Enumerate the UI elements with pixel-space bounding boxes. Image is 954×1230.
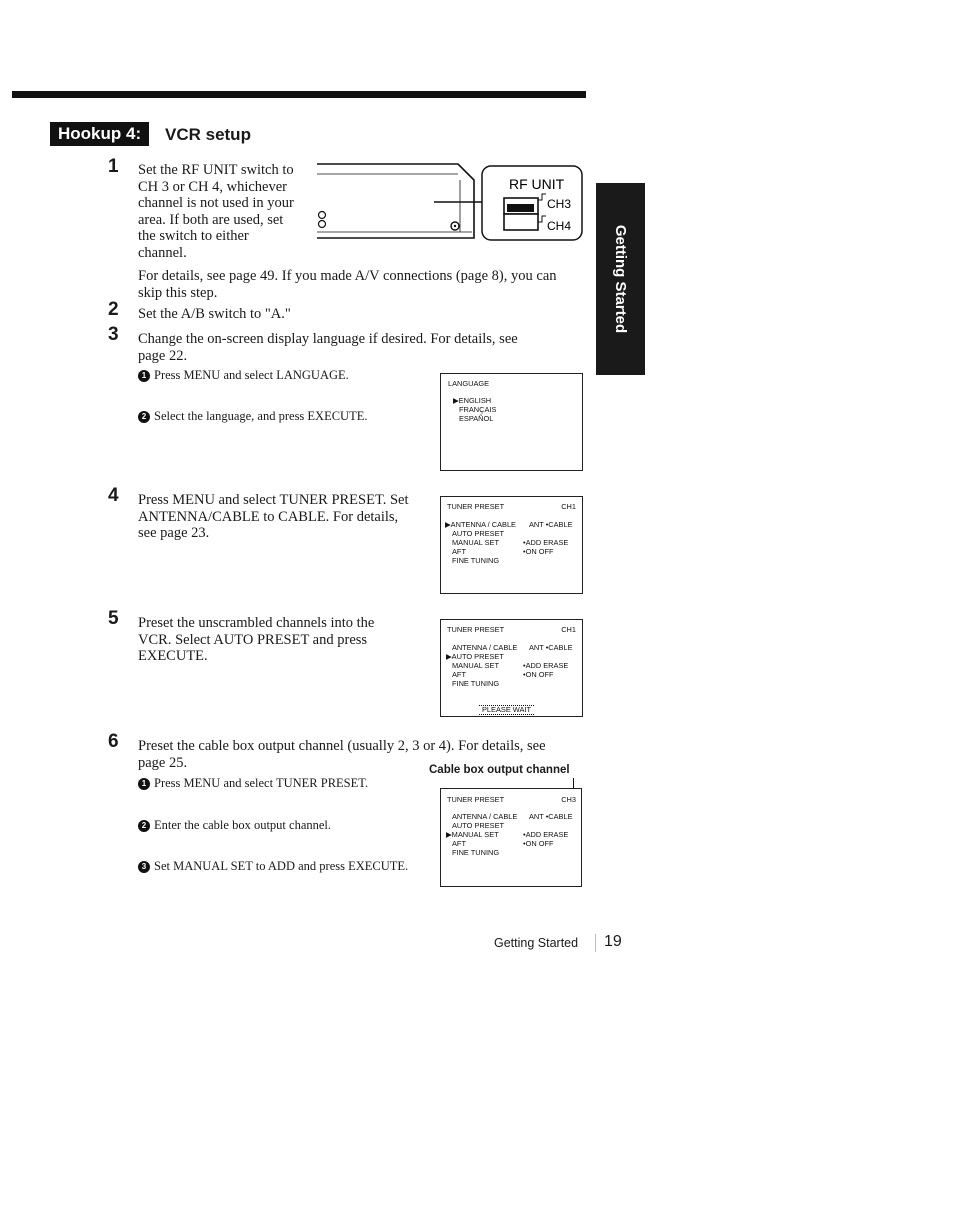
step-2-text: Set the A/B switch to "A." xyxy=(138,306,291,322)
substep-text: Press MENU and select TUNER PRESET. xyxy=(154,776,369,790)
top-rule xyxy=(12,91,586,98)
text-line: Preset the cable box output channel (usually 2, 3 or 4). For details, see xyxy=(138,738,546,754)
substep-text: Set MANUAL SET to ADD and press EXECUTE. xyxy=(154,859,409,873)
menu-value: ANT •CABLE xyxy=(529,812,573,821)
text-line: VCR. Select AUTO PRESET and press xyxy=(138,631,368,648)
bullet-icon: 2 xyxy=(138,820,150,832)
step-5-text xyxy=(138,615,428,665)
footer-section: Getting Started xyxy=(494,936,579,950)
menu-option: ▶AUTO PRESET xyxy=(446,652,504,661)
menu-option: AUTO PRESET xyxy=(452,529,505,538)
bullet-icon: 3 xyxy=(138,861,150,873)
channel-readout: CH3 xyxy=(561,795,576,804)
bullet-icon: 2 xyxy=(138,411,150,423)
menu-option: ▶ANTENNA / CABLE xyxy=(445,520,516,529)
text-line: ANTENNA/CABLE to CABLE. For details, xyxy=(138,508,399,525)
text-line: channel. xyxy=(138,244,187,261)
text-line: see page 23. xyxy=(138,525,210,541)
rf-unit-title: RF UNIT xyxy=(509,176,565,192)
tuner-preset-screen xyxy=(440,788,582,887)
step-number: 5 xyxy=(108,608,119,629)
text-line: the switch to either xyxy=(138,228,249,244)
section-title: VCR setup xyxy=(165,125,251,144)
menu-value: ANT •CABLE xyxy=(529,643,573,652)
menu-value: ANT •CABLE xyxy=(529,520,573,529)
rf-unit-illustration xyxy=(300,158,590,244)
bullet-icon: 1 xyxy=(138,778,150,790)
screen-title: TUNER PRESET xyxy=(447,625,505,634)
step-3-text xyxy=(138,331,588,364)
screen-title: TUNER PRESET xyxy=(447,795,505,804)
step-number: 2 xyxy=(108,299,119,320)
menu-option: AFT xyxy=(452,839,466,848)
text-line: channel is not used in your xyxy=(138,195,294,211)
please-wait-message: PLEASE WAIT xyxy=(479,705,534,715)
menu-value: •ADD ERASE xyxy=(523,830,569,839)
menu-value: •ADD ERASE xyxy=(523,661,569,670)
text-line: EXECUTE. xyxy=(138,648,208,664)
text-line: CH 3 or CH 4, whichever xyxy=(138,178,288,195)
menu-option: FINE TUNING xyxy=(452,848,500,857)
text-line: Press MENU and select TUNER PRESET. Set xyxy=(138,492,409,508)
menu-value: •ON OFF xyxy=(523,547,554,556)
side-tab-label: Getting Started xyxy=(612,224,629,334)
substep xyxy=(138,776,368,791)
substep-text: Select the language, and press EXECUTE. xyxy=(154,409,368,423)
bullet-icon: 1 xyxy=(138,370,150,382)
menu-value: •ON OFF xyxy=(523,670,554,679)
text-line: Change the on-screen display language if desired. For details, see xyxy=(138,331,518,347)
step-number: 6 xyxy=(108,731,119,752)
menu-option: ANTENNA / CABLE xyxy=(452,643,518,652)
step-number: 4 xyxy=(108,485,119,506)
channel-readout: CH1 xyxy=(561,502,576,511)
substep-text: Enter the cable box output channel. xyxy=(154,818,332,832)
step-number: 1 xyxy=(108,156,119,177)
tuner-preset-screen xyxy=(440,496,583,594)
text-line: Set the RF UNIT switch to xyxy=(138,162,294,178)
tuner-preset-screen xyxy=(440,619,583,717)
substep xyxy=(138,368,349,383)
menu-value: •ADD ERASE xyxy=(523,538,569,547)
text-line: skip this step. xyxy=(138,284,218,301)
menu-option: FRANÇAIS xyxy=(459,405,497,414)
ch3-label: CH3 xyxy=(547,197,572,211)
text-line: area. If both are used, set xyxy=(138,211,284,228)
step-4-text xyxy=(138,492,428,542)
step-1-text xyxy=(138,162,318,261)
menu-option: FINE TUNING xyxy=(452,556,500,565)
substep xyxy=(138,818,331,833)
section-label: Hookup 4: xyxy=(50,122,149,146)
menu-option: AFT xyxy=(452,670,466,679)
step-1-note xyxy=(138,268,588,301)
ch4-label: CH4 xyxy=(547,219,572,233)
footer-divider xyxy=(595,934,596,952)
text-line: For details, see page 49. If you made A/V connections (page 8), you can xyxy=(138,268,557,284)
menu-option: MANUAL SET xyxy=(452,538,499,547)
menu-option: ▶MANUAL SET xyxy=(446,830,499,839)
menu-option: ▶ENGLISH xyxy=(453,396,492,405)
text-line: page 22. xyxy=(138,347,188,364)
cable-box-caption: Cable box output channel xyxy=(429,764,570,776)
menu-option: MANUAL SET xyxy=(452,661,499,670)
menu-option: ESPAÑOL xyxy=(459,414,494,423)
menu-option: ANTENNA / CABLE xyxy=(452,812,518,821)
language-screen xyxy=(440,373,583,471)
menu-value: •ON OFF xyxy=(523,839,554,848)
screen-title: TUNER PRESET xyxy=(447,502,505,511)
text-line: Preset the unscrambled channels into the xyxy=(138,615,375,631)
substep-text: Press MENU and select LANGUAGE. xyxy=(154,368,349,382)
channel-readout: CH1 xyxy=(561,625,576,634)
menu-option: FINE TUNING xyxy=(452,679,500,688)
substep xyxy=(138,409,367,424)
page-number: 19 xyxy=(604,933,622,950)
substep xyxy=(138,859,408,874)
step-number: 3 xyxy=(108,324,119,345)
menu-option: AUTO PRESET xyxy=(452,821,505,830)
text-line: page 25. xyxy=(138,754,188,771)
screen-title: LANGUAGE xyxy=(448,379,490,388)
menu-option: AFT xyxy=(452,547,466,556)
